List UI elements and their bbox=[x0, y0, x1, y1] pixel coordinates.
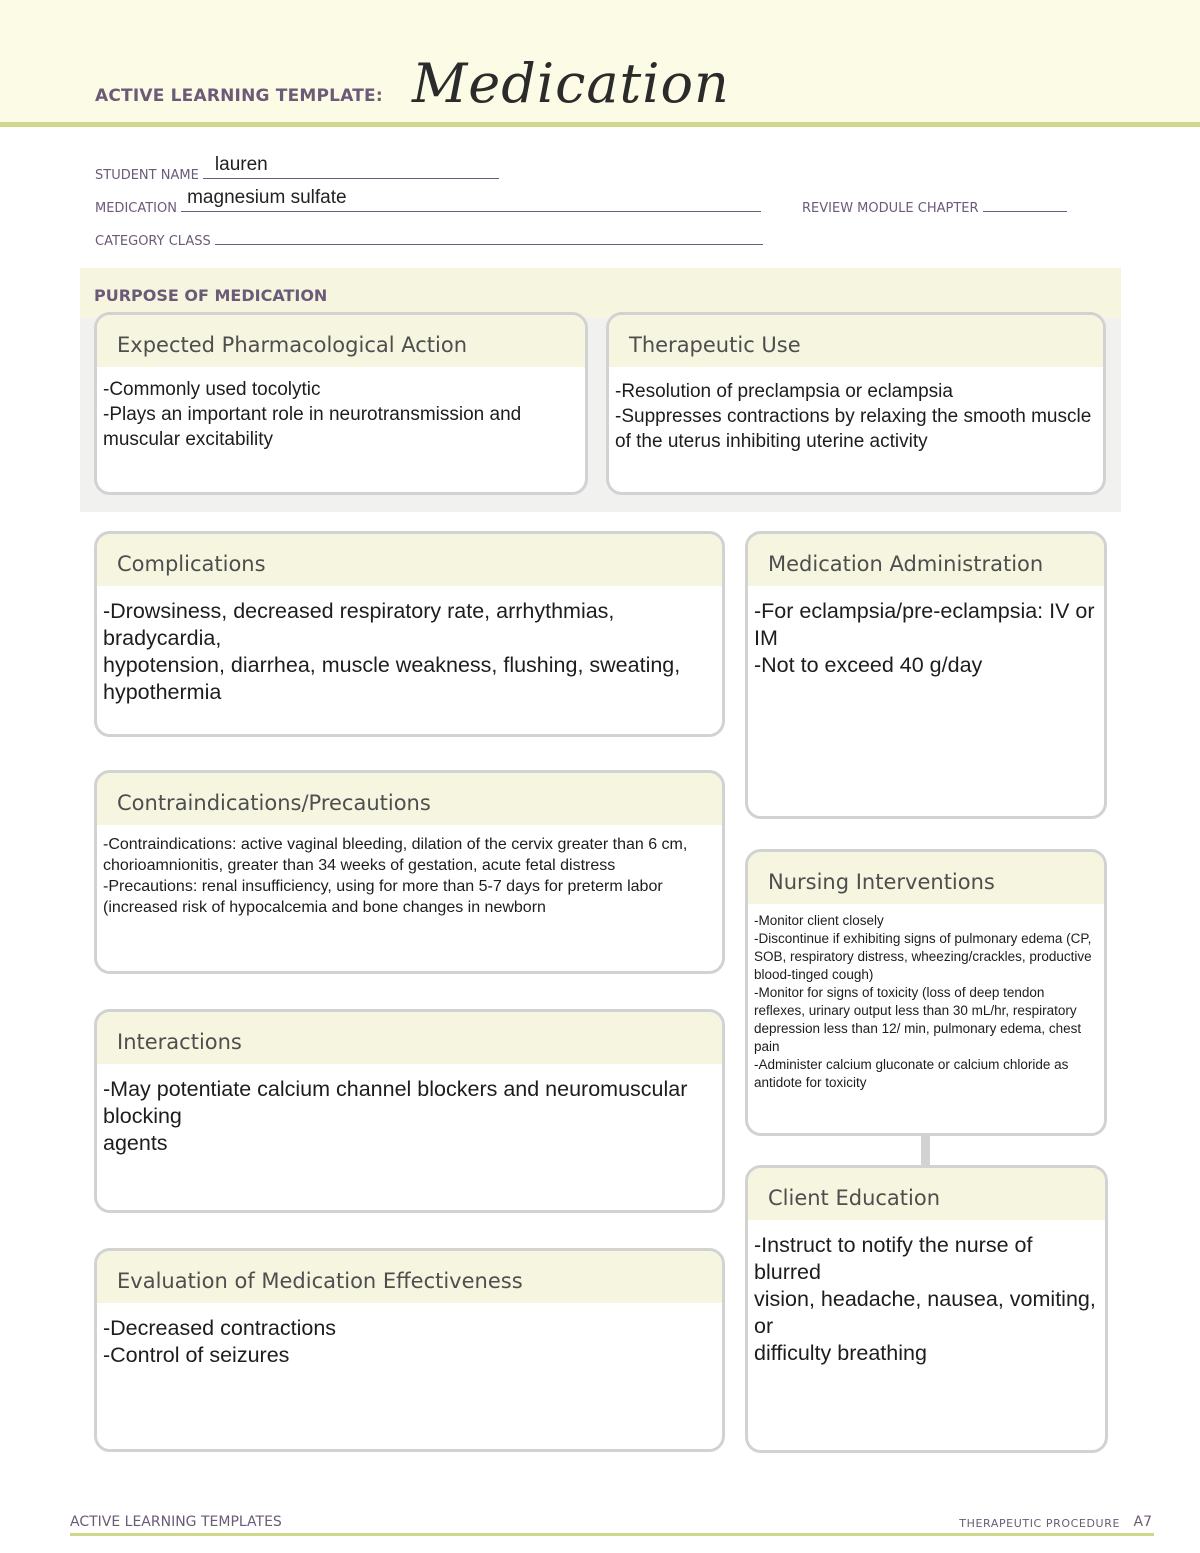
evaluation-title: Evaluation of Medication Effectiveness bbox=[97, 1251, 722, 1303]
header-divider bbox=[0, 122, 1200, 127]
medication-administration-title: Medication Administration bbox=[748, 534, 1104, 586]
contraindications-text[interactable]: -Contraindications: active vaginal bleeding, dilation of the cervix greater than 6 cm, chorioamnionitis, greater than 34 weeks of gestation, acute fetal distress -Precautions: renal insufficiency, using for more than 5-7 days for preterm labor (increased risk of hypocalcemia and bone changes in newborn bbox=[103, 836, 688, 916]
medication-administration-text[interactable]: -For eclampsia/pre-eclampsia: IV or IM -Not to exceed 40 g/day bbox=[754, 599, 1095, 677]
interactions-title: Interactions bbox=[97, 1012, 722, 1064]
student-name-value: lauren bbox=[214, 154, 268, 175]
client-education-text[interactable]: -Instruct to notify the nurse of blurred vision, headache, nausea, vomiting, or difficulty breathing bbox=[754, 1233, 1096, 1365]
medication-row bbox=[95, 187, 761, 216]
evaluation-text[interactable]: -Decreased contractions -Control of seizures bbox=[103, 1316, 337, 1367]
medication-administration-box bbox=[745, 531, 1107, 819]
category-class-label: CATEGORY CLASS bbox=[95, 234, 211, 249]
review-module-label: REVIEW MODULE CHAPTER bbox=[802, 201, 979, 216]
therapeutic-use-box bbox=[606, 312, 1106, 495]
review-module-field[interactable] bbox=[983, 197, 1067, 212]
expected-action-box bbox=[94, 312, 588, 495]
interactions-text[interactable]: -May potentiate calcium channel blockers and neuromuscular blocking agents bbox=[103, 1077, 688, 1155]
therapeutic-use-title: Therapeutic Use bbox=[609, 315, 1103, 367]
nursing-interventions-title: Nursing Interventions bbox=[748, 852, 1104, 904]
interactions-box bbox=[94, 1009, 725, 1213]
expected-action-title: Expected Pharmacological Action bbox=[97, 315, 585, 367]
medication-value: magnesium sulfate bbox=[187, 187, 347, 208]
student-name-field[interactable] bbox=[203, 154, 499, 179]
category-class-field[interactable] bbox=[215, 230, 763, 245]
footer-divider bbox=[70, 1533, 1154, 1536]
complications-text[interactable]: -Drowsiness, decreased respiratory rate, arrhythmias, bradycardia, hypotension, diarrhea, muscle weakness, flushing, sweating, hypothermia bbox=[103, 599, 681, 704]
connector-line bbox=[921, 1134, 930, 1166]
review-module-row bbox=[802, 197, 1067, 216]
medication-label: MEDICATION bbox=[95, 201, 177, 216]
therapeutic-use-text[interactable]: -Resolution of preclampsia or eclampsia -Suppresses contractions by relaxing the smooth muscle of the uterus inhibiting uterine activity bbox=[615, 381, 1092, 452]
template-label: ACTIVE LEARNING TEMPLATE: bbox=[95, 86, 383, 106]
purpose-section-title: PURPOSE OF MEDICATION bbox=[94, 286, 328, 305]
nursing-interventions-box bbox=[745, 849, 1107, 1136]
footer-page-number: A7 bbox=[1133, 1514, 1152, 1530]
student-name-row bbox=[95, 154, 499, 183]
complications-box bbox=[94, 531, 725, 737]
expected-action-text[interactable]: -Commonly used tocolytic -Plays an important role in neurotransmission and muscular excitability bbox=[103, 379, 522, 450]
footer-right-label: THERAPEUTIC PROCEDURE bbox=[959, 1517, 1120, 1530]
medication-field[interactable] bbox=[181, 187, 761, 212]
contraindications-title: Contraindications/Precautions bbox=[97, 773, 722, 825]
nursing-interventions-text[interactable]: -Monitor client closely -Discontinue if exhibiting signs of pulmonary edema (CP, SOB, respiratory distress, wheezing/crackles, productive blood-tinged cough) -Monitor for signs of toxicity (loss of deep tendon reflexes, urinary output less than 30 mL/hr, respiratory depression less than 12/ min, pulmonary edema, chest pain -Administer calcium gluconate or calcium chloride as antidote for toxicity bbox=[754, 913, 1092, 1090]
category-class-row bbox=[95, 230, 763, 249]
evaluation-box bbox=[94, 1248, 725, 1452]
page-title: Medication bbox=[412, 52, 730, 115]
client-education-title: Client Education bbox=[748, 1168, 1105, 1220]
client-education-box bbox=[745, 1165, 1108, 1453]
student-name-label: STUDENT NAME bbox=[95, 168, 199, 183]
complications-title: Complications bbox=[97, 534, 722, 586]
footer-left-label: ACTIVE LEARNING TEMPLATES bbox=[70, 1514, 282, 1530]
contraindications-box bbox=[94, 770, 725, 974]
